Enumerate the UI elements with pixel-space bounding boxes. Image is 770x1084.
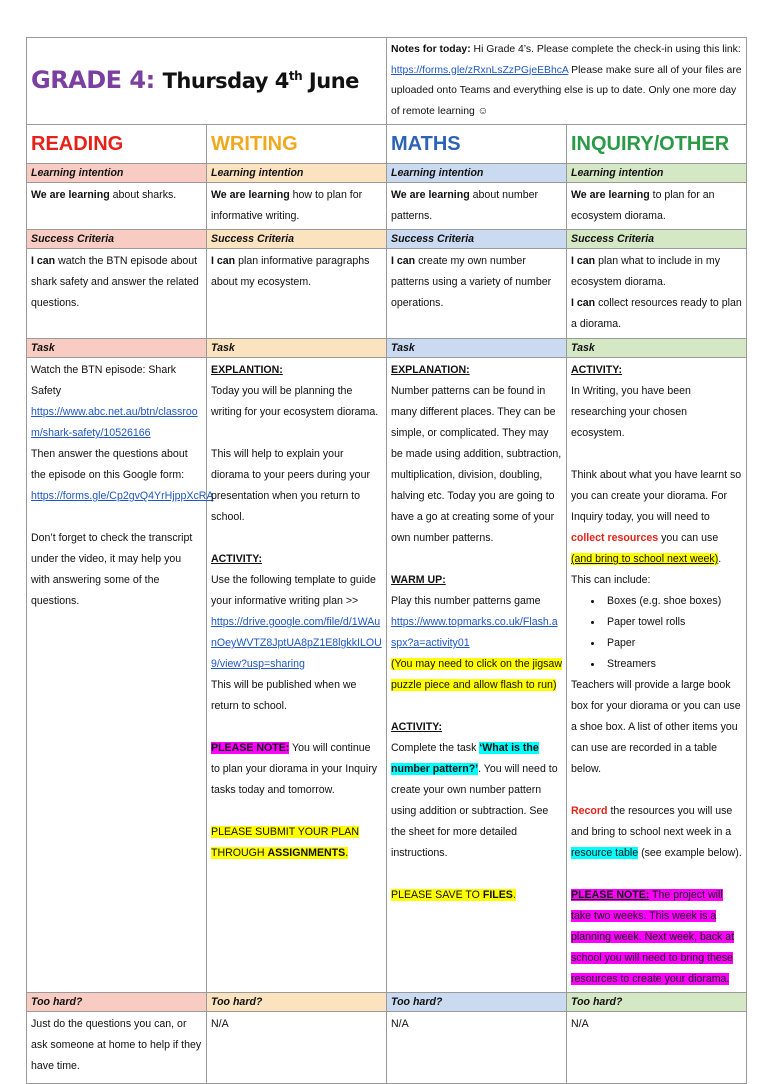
subject-reading: READING — [27, 125, 207, 164]
li-inquiry: We are learning to plan for an ecosystem diorama. — [567, 183, 747, 230]
subject-row — [27, 125, 747, 164]
too-hard-row — [27, 1012, 747, 1084]
task-maths: EXPLANATION: Number patterns can be found in many different places. They can be simple, or complicated. They may be made using addition, subtraction, multiplication, division, doubling, halving etc. Today you are going to have a go at creating some of your own number patterns. WARM UP: Play this number patterns game https://www.topmarks.co.uk/Flash.aspx?a=activity01 (You may need to click on the jigsaw puzzle piece and allow flash to run) ACTIVITY: Complete the task ‘What is the number pattern?’. You will need to create your own number pattern using addition or subtraction. See the sheet for more detailed instructions. PLEASE SAVE TO FILES. — [387, 358, 567, 993]
too-hard-writing: N/A — [207, 1012, 387, 1084]
checkin-link[interactable]: https://forms.gle/zRxnLsZzPGjeEBhcA — [391, 64, 569, 76]
list-item: • Paper — [603, 633, 742, 654]
li-writing: We are learning how to plan for informative writing. — [207, 183, 387, 230]
notes-for-today: Notes for today: Hi Grade 4’s. Please complete the check-in using this link: https://forms.gle/zRxnLsZzPGjeEBhcA Please make sure all of your files are uploaded onto Teams and everything else is up to date. Only one more day of remote learning ☺ — [387, 38, 747, 125]
learning-intention-band: Learning intention Learning intention Learning intention Learning intention — [27, 164, 747, 183]
sc-writing: I can plan informative paragraphs about my ecosystem. — [207, 249, 387, 339]
sc-reading: I can watch the BTN episode about shark safety and answer the related questions. — [27, 249, 207, 339]
grade4-planner-table — [26, 37, 747, 1084]
task-band: Task Task Task Task — [27, 339, 747, 358]
subject-maths: MATHS — [387, 125, 567, 164]
subject-inquiry: INQUIRY/OTHER — [567, 125, 747, 164]
task-row — [27, 358, 747, 993]
resource-list — [571, 591, 742, 675]
too-hard-band: Too hard? Too hard? Too hard? Too hard? — [27, 993, 747, 1012]
grade-label: GRADE 4: — [31, 66, 155, 94]
task-inquiry: ACTIVITY: In Writing, you have been researching your chosen ecosystem. Think about what you have learnt so you can create your diorama. For Inquiry today, you will need to collect resources you can use (and bring to school next week). This can include: • Boxes (e.g. shoe boxes) • Paper towel rolls • Paper • Streamers Teachers will provide a large book box for your diorama or you can use a shoe box. A list of other items you can use are recorded in a table below. Record the resources you will use and bring to school next week in a resource table (see example below). PLEASE NOTE: The project will take two weeks. This week is a planning week. Next week, back at school you will need to bring these resources to create your diorama. — [567, 358, 747, 993]
li-maths: We are learning about number patterns. — [387, 183, 567, 230]
success-criteria-band: Success Criteria Success Criteria Success Criteria Success Criteria — [27, 230, 747, 249]
template-link[interactable]: https://drive.google.com/file/d/1WAunOeyWVTZ8JptUA8pZ1E8lgkkILOU9/view?usp=sharing — [211, 616, 382, 670]
list-item: • Streamers — [603, 654, 742, 675]
task-writing: EXPLANTION: Today you will be planning the writing for your ecosystem diorama. This will help to explain your diorama to your peers during your presentation when you return to school. ACTIVITY: Use the following template to guide your informative writing plan >> https://drive.google.com/file/d/1WAunOeyWVTZ8JptUA8pZ1E8lgkkILOU9/view?usp=sharing This will be published when we return to school. PLEASE NOTE: You will continue to plan your diorama in your Inquiry tasks today and tomorrow. PLEASE SUBMIT YOUR PLAN THROUGH ASSIGNMENTS. — [207, 358, 387, 993]
header-row — [27, 38, 747, 125]
btn-episode-link[interactable]: https://www.abc.net.au/btn/classroom/shark-safety/10526166 — [31, 406, 198, 439]
too-hard-inquiry: N/A — [567, 1012, 747, 1084]
list-item: • Boxes (e.g. shoe boxes) — [603, 591, 742, 612]
google-form-link[interactable]: https://forms.gle/Cp2gvQ4YrHjppXcRA — [31, 490, 214, 502]
task-reading: Watch the BTN episode: Shark Safety https://www.abc.net.au/btn/classroom/shark-safety/10526166 Then answer the questions about the episode on this Google form: https://forms.gle/Cp2gvQ4YrHjppXcRA Don’t forget to check the transcript under the video, it may help you with answering some of the questions. — [27, 358, 207, 993]
sc-maths: I can create my own number patterns using a variety of number operations. — [387, 249, 567, 339]
success-criteria-row — [27, 249, 747, 339]
topmarks-link[interactable]: https://www.topmarks.co.uk/Flash.aspx?a=activity01 — [391, 616, 558, 649]
page-title: GRADE 4: Thursday 4th June — [27, 38, 387, 125]
planner-page — [26, 37, 746, 1072]
list-item: • Paper towel rolls — [603, 612, 742, 633]
too-hard-reading: Just do the questions you can, or ask someone at home to help if they have time. — [27, 1012, 207, 1084]
subject-writing: WRITING — [207, 125, 387, 164]
li-reading: We are learning about sharks. — [27, 183, 207, 230]
too-hard-maths: N/A — [387, 1012, 567, 1084]
sc-inquiry: I can plan what to include in my ecosystem diorama. I can collect resources ready to plan a diorama. — [567, 249, 747, 339]
learning-intention-row — [27, 183, 747, 230]
